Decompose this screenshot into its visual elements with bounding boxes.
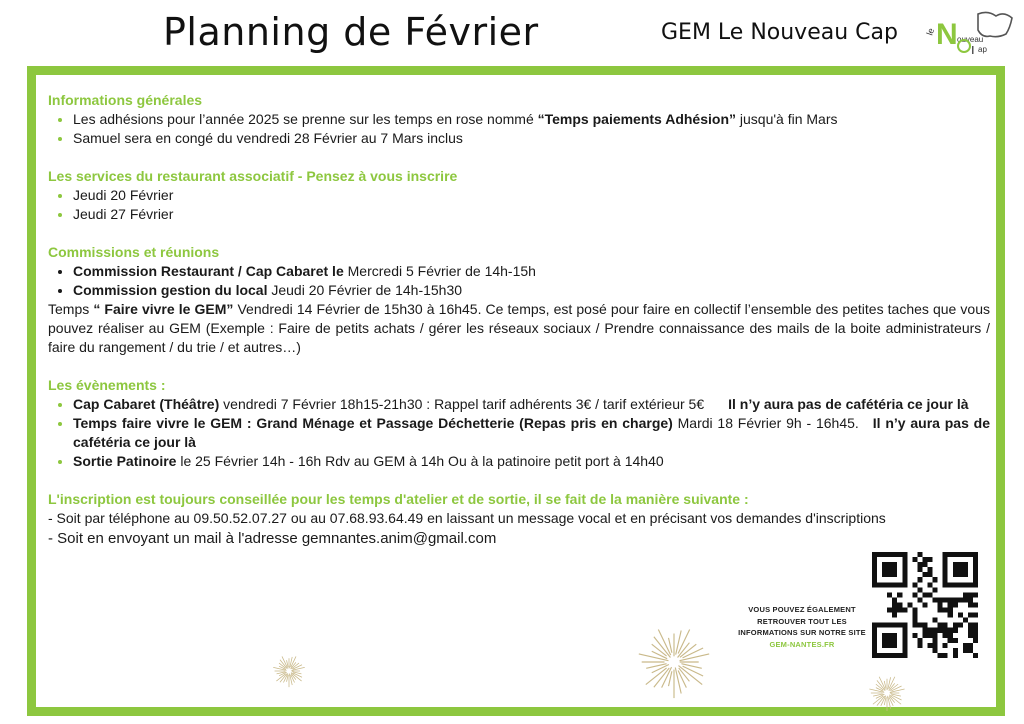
firework-icon bbox=[868, 674, 906, 712]
firework-icon bbox=[636, 624, 712, 700]
restaurant-list bbox=[48, 186, 990, 224]
list-item: • Sortie Patinoire le 25 Février 14h - 16h Rdv au GEM à 14h Ou à la patinoire petit port à 14h40 bbox=[73, 452, 990, 471]
planning-content bbox=[48, 91, 990, 548]
mail-line: - Soit en envoyant un mail à l'adresse gemnantes.anim@gmail.com bbox=[48, 530, 497, 547]
list-item: • Jeudi 27 Février bbox=[73, 205, 990, 224]
svg-text:le: le bbox=[924, 26, 937, 37]
info-list bbox=[48, 110, 990, 148]
list-item: • Cap Cabaret (Théâtre) vendredi 7 Février 18h15-21h30 : Rappel tarif adhérents 3€ / tarif extérieur 5€ Il n’y aura pas de cafétéria ce jour là bbox=[73, 395, 990, 414]
section-heading-inscription: L'inscription est toujours conseillée pour les temps d'atelier et de sortie, il se fait de la manière suivante : bbox=[48, 491, 749, 507]
svg-text:ap: ap bbox=[978, 45, 987, 54]
section-heading-info: Informations générales bbox=[48, 92, 203, 108]
phone-line: - Soit par téléphone au 09.50.52.07.27 ou au 07.68.93.64.49 en laissant un message vocal et en précisant vos demandes d'inscriptions bbox=[48, 510, 886, 526]
website-note: VOUS POUVEZ ÉGALEMENT RETROUVER TOUT LES INFORMATIONS SUR NOTRE SITE GEM-NANTES.FR bbox=[732, 604, 872, 650]
list-item: • Les adhésions pour l’année 2025 se prenne sur les temps en rose nommé “Temps paiements Adhésion” jusqu'à fin Mars bbox=[73, 110, 990, 129]
faire-vivre-paragraph: Temps “ Faire vivre le GEM” Vendredi 14 Février de 15h30 à 16h45. Ce temps, est posé pour faire en collectif l’ensemble des petites taches que vous pouvez réaliser au GEM (Exemple : Faire de petits achats / gérer les réseaux sociaux / Prendre connaissance des mails de la boite administrateurs / faire du rangement / du trie / et autres…) bbox=[48, 301, 990, 355]
section-heading-restaurant: Les services du restaurant associatif - Pensez à vous inscrire bbox=[48, 168, 458, 184]
list-item: • Commission gestion du local Jeudi 20 Février de 14h-15h30 bbox=[73, 281, 990, 300]
list-item: • Samuel sera en congé du vendredi 28 Février au 7 Mars inclus bbox=[73, 129, 990, 148]
website-link[interactable]: GEM-NANTES.FR bbox=[769, 639, 835, 649]
events-list bbox=[48, 395, 990, 471]
section-heading-events: Les évènements : bbox=[48, 377, 166, 393]
list-item: • Temps faire vivre le GEM : Grand Ménage et Passage Déchetterie (Repas pris en charge) Mardi 18 Février 9h - 16h45. Il n’y aura pas de cafétéria ce jour là bbox=[73, 414, 990, 452]
section-heading-commissions: Commissions et réunions bbox=[48, 244, 220, 260]
page-title: Planning de Février bbox=[163, 10, 539, 54]
commissions-list bbox=[48, 262, 990, 300]
qr-code-icon[interactable] bbox=[872, 552, 978, 658]
svg-text:N: N bbox=[936, 18, 958, 51]
firework-icon bbox=[272, 654, 306, 688]
list-item: • Commission Restaurant / Cap Cabaret le Mercredi 5 Février de 14h-15h bbox=[73, 262, 990, 281]
organization-name: GEM Le Nouveau Cap bbox=[661, 20, 898, 45]
svg-text:ouveau: ouveau bbox=[957, 35, 984, 44]
list-item: • Jeudi 20 Février bbox=[73, 186, 990, 205]
gem-logo-icon bbox=[926, 8, 1018, 58]
